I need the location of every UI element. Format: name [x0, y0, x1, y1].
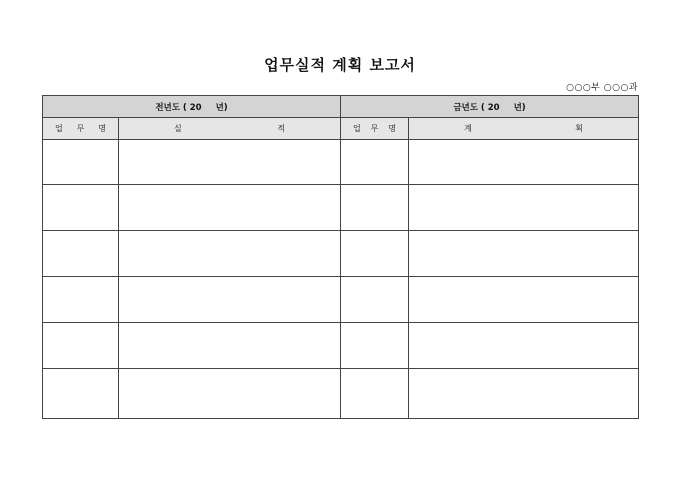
- col-plan: 계 획: [409, 118, 639, 140]
- task-name-cell[interactable]: [341, 185, 409, 231]
- col-result: 실 적: [119, 118, 341, 140]
- result-cell[interactable]: [119, 185, 341, 231]
- col-task-name-this: 업 무 명: [341, 118, 409, 140]
- table-row: [43, 277, 639, 323]
- result-cell[interactable]: [119, 140, 341, 185]
- plan-cell[interactable]: [409, 277, 639, 323]
- task-name-cell[interactable]: [341, 277, 409, 323]
- task-name-cell[interactable]: [43, 369, 119, 419]
- report-table: [42, 95, 639, 419]
- col-task-name-prev: 업 무 명: [43, 118, 119, 140]
- prev-year-header: 전년도 ( 20 년): [43, 96, 341, 118]
- table-row: [43, 369, 639, 419]
- table-row: [43, 323, 639, 369]
- page-title: 업무실적 계획 보고서: [264, 56, 416, 74]
- task-name-cell[interactable]: [341, 140, 409, 185]
- plan-cell[interactable]: [409, 231, 639, 277]
- task-name-cell[interactable]: [43, 140, 119, 185]
- plan-cell[interactable]: [409, 140, 639, 185]
- task-name-cell[interactable]: [43, 185, 119, 231]
- this-year-header: 금년도 ( 20 년): [341, 96, 639, 118]
- department-label: ○○○부 ○○○과: [566, 83, 638, 93]
- result-cell[interactable]: [119, 231, 341, 277]
- table-header-sub: [43, 118, 639, 140]
- task-name-cell[interactable]: [43, 277, 119, 323]
- table-header-main: [43, 96, 639, 118]
- table-row: [43, 231, 639, 277]
- plan-cell[interactable]: [409, 185, 639, 231]
- task-name-cell[interactable]: [43, 231, 119, 277]
- result-cell[interactable]: [119, 369, 341, 419]
- task-name-cell[interactable]: [341, 323, 409, 369]
- result-cell[interactable]: [119, 277, 341, 323]
- task-name-cell[interactable]: [43, 323, 119, 369]
- result-cell[interactable]: [119, 323, 341, 369]
- table-row: [43, 140, 639, 185]
- task-name-cell[interactable]: [341, 369, 409, 419]
- plan-cell[interactable]: [409, 323, 639, 369]
- table-row: [43, 185, 639, 231]
- task-name-cell[interactable]: [341, 231, 409, 277]
- plan-cell[interactable]: [409, 369, 639, 419]
